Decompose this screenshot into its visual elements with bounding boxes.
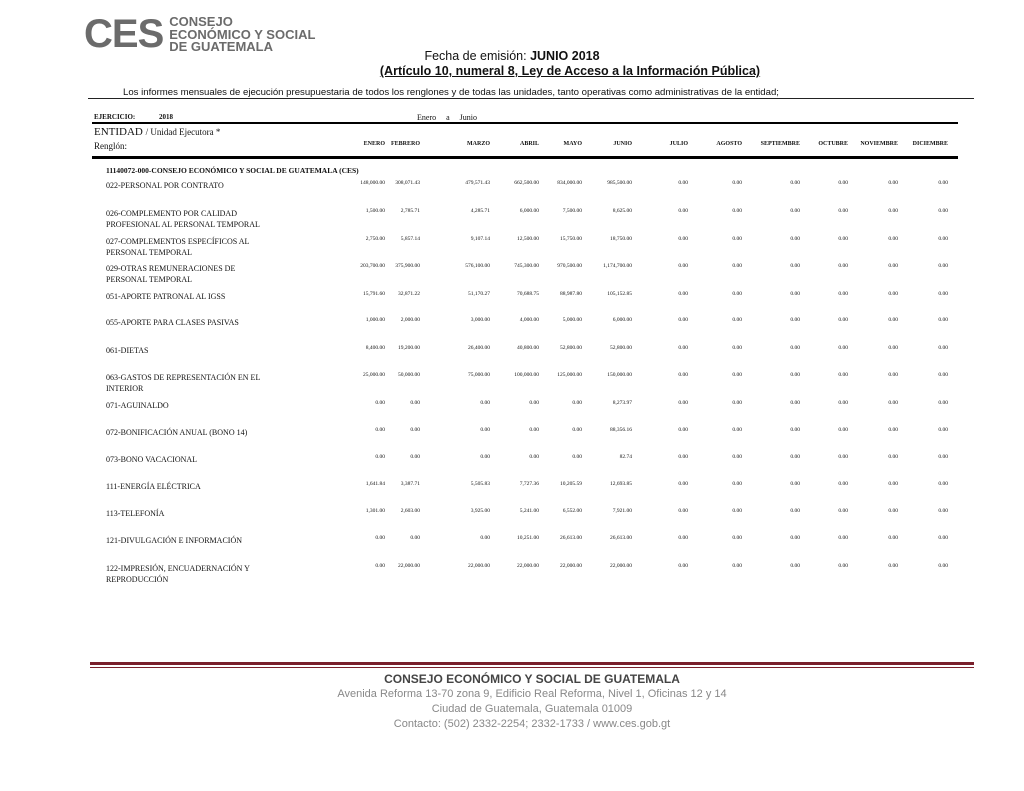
cell-value: 0.00 (790, 563, 800, 569)
cell-value: 2,750.00 (365, 236, 385, 242)
cell-value: 0.00 (938, 454, 948, 460)
ces-logo (84, 14, 315, 54)
cell-value: 4,000.00 (519, 317, 539, 323)
cell-value: 0.00 (678, 291, 688, 297)
cell-value: 1,000.00 (365, 317, 385, 323)
cell-value: 82.74 (619, 454, 632, 460)
table-row (92, 180, 958, 206)
cell-value: 0.00 (678, 317, 688, 323)
cell-value: 0.00 (938, 508, 948, 514)
cell-value: 0.00 (732, 400, 742, 406)
cell-value: 2,000.00 (400, 317, 420, 323)
cell-value: 0.00 (838, 508, 848, 514)
cell-value: 0.00 (678, 400, 688, 406)
table-row (92, 236, 958, 262)
cell-value: 0.00 (410, 535, 420, 541)
period-to: Junio (459, 113, 478, 122)
cell-value: 0.00 (572, 454, 582, 460)
cell-value: 26,400.00 (468, 345, 490, 351)
legal-article: (Artículo 10, numeral 8, Ley de Acceso a la Información Pública) (379, 64, 761, 78)
period (417, 113, 485, 122)
cell-value: 0.00 (480, 400, 490, 406)
logo-line: CONSEJO (169, 14, 233, 29)
cell-value: 2,785.71 (400, 208, 420, 214)
cell-value: 0.00 (480, 427, 490, 433)
cell-value: 576,100.00 (465, 263, 490, 269)
cell-value: 0.00 (480, 535, 490, 541)
cell-value: 100,000.00 (514, 372, 539, 378)
cell-value: 15,791.60 (363, 291, 385, 297)
cell-value: 0.00 (529, 427, 539, 433)
cell-value: 7,921.00 (612, 508, 632, 514)
cell-value: 662,500.00 (514, 180, 539, 186)
cell-value: 0.00 (375, 563, 385, 569)
cell-value: 0.00 (938, 563, 948, 569)
month-header: JULIO (669, 141, 688, 147)
cell-value: 6,552.00 (562, 508, 582, 514)
cell-value: 0.00 (888, 563, 898, 569)
footer-rule (90, 662, 974, 665)
cell-value: 5,241.00 (519, 508, 539, 514)
cell-value: 51,170.27 (468, 291, 490, 297)
renglon-name: 071-AGUINALDO (106, 401, 169, 410)
cell-value: 375,900.00 (395, 263, 420, 269)
cell-value: 105,152.85 (607, 291, 632, 297)
cell-value: 0.00 (678, 345, 688, 351)
cell-value: 2,603.00 (400, 508, 420, 514)
cell-value: 1,174,700.00 (603, 263, 632, 269)
emission-label: Fecha de emisión: (424, 49, 527, 63)
cell-value: 12,500.00 (517, 236, 539, 242)
cell-value: 15,750.00 (560, 236, 582, 242)
cell-value: 26,613.00 (560, 535, 582, 541)
cell-value: 7,500.00 (562, 208, 582, 214)
cell-value: 8,273.97 (612, 400, 632, 406)
month-header: ABRIL (519, 141, 539, 147)
renglon-name: 061-DIETAS (106, 346, 149, 355)
emission-date (0, 49, 1024, 63)
cell-value: 5,857.14 (400, 236, 420, 242)
cell-value: 5,505.83 (470, 481, 490, 487)
cell-value: 985,500.00 (607, 180, 632, 186)
cell-value: 8,625.00 (612, 208, 632, 214)
cell-value: 0.00 (888, 291, 898, 297)
cell-value: 0.00 (410, 400, 420, 406)
cell-value: 0.00 (888, 236, 898, 242)
logo-line: DE GUATEMALA (169, 39, 274, 54)
cell-value: 0.00 (888, 535, 898, 541)
cell-value: 203,700.00 (360, 263, 385, 269)
month-header: MARZO (467, 141, 490, 147)
renglon-name: 122-IMPRESIÓN, ENCUADERNACIÓN Y REPRODUCCIÓN (106, 564, 250, 584)
month-header: NOVIEMBRE (860, 141, 898, 147)
cell-value: 9,107.14 (470, 236, 490, 242)
cell-value: 0.00 (888, 208, 898, 214)
footer-title: CONSEJO ECONÓMICO Y SOCIAL DE GUATEMALA (384, 672, 680, 686)
cell-value: 0.00 (529, 454, 539, 460)
cell-value: 0.00 (732, 535, 742, 541)
cell-value: 0.00 (375, 454, 385, 460)
month-header: AGOSTO (716, 141, 742, 147)
cell-value: 6,000.00 (612, 317, 632, 323)
period-sep: a (446, 113, 450, 122)
cell-value: 0.00 (732, 345, 742, 351)
cell-value: 0.00 (838, 535, 848, 541)
cell-value: 50,000.00 (398, 372, 420, 378)
cell-value: 0.00 (888, 345, 898, 351)
cell-value: 308,071.43 (395, 180, 420, 186)
section-title: 11140072-000-CONSEJO ECONÓMICO Y SOCIAL DE GUATEMALA (CES) (106, 166, 359, 175)
month-header: SEPTIEMBRE (760, 141, 800, 147)
cell-value: 3,000.00 (470, 317, 490, 323)
cell-value: 5,000.00 (562, 317, 582, 323)
renglon-name: 072-BONIFICACIÓN ANUAL (BONO 14) (106, 428, 248, 437)
cell-value: 0.00 (732, 563, 742, 569)
table-row (92, 372, 958, 398)
renglon-name: 026-COMPLEMENTO POR CALIDAD PROFESIONAL AL PERSONAL TEMPORAL (106, 209, 260, 229)
cell-value: 0.00 (678, 236, 688, 242)
cell-value: 0.00 (678, 180, 688, 186)
cell-value: 12,693.85 (610, 481, 632, 487)
month-header: JUNIO (613, 141, 632, 147)
cell-value: 0.00 (410, 427, 420, 433)
cell-value: 0.00 (732, 263, 742, 269)
renglon-name: 027-COMPLEMENTOS ESPECÍFICOS AL PERSONAL TEMPORAL (106, 237, 250, 257)
divider (88, 98, 974, 99)
cell-value: 0.00 (790, 208, 800, 214)
cell-value: 150,000.00 (607, 372, 632, 378)
cell-value: 18,750.00 (610, 236, 632, 242)
cell-value: 19,200.00 (398, 345, 420, 351)
cell-value: 0.00 (678, 481, 688, 487)
cell-value: 970,500.00 (557, 263, 582, 269)
cell-value: 0.00 (790, 400, 800, 406)
cell-value: 745,300.00 (514, 263, 539, 269)
entity-label: ENTIDAD (94, 126, 143, 138)
cell-value: 10,205.59 (560, 481, 582, 487)
renglon-name: 022-PERSONAL POR CONTRATO (106, 181, 224, 190)
cell-value: 0.00 (678, 508, 688, 514)
cell-value: 148,000.00 (360, 180, 385, 186)
table-row (92, 345, 958, 371)
cell-value: 22,000.00 (610, 563, 632, 569)
table-row (92, 481, 958, 507)
ejercicio (94, 113, 173, 121)
cell-value: 0.00 (790, 427, 800, 433)
ejercicio-value: 2018 (158, 113, 173, 121)
cell-value: 0.00 (888, 508, 898, 514)
renglon-name: 113-TELEFONÍA (106, 509, 165, 518)
cell-value: 125,000.00 (557, 372, 582, 378)
month-header: MAYO (563, 141, 582, 147)
cell-value: 834,000.00 (557, 180, 582, 186)
renglon-name: 073-BONO VACACIONAL (106, 455, 198, 464)
entity-sub: / Unidad Ejecutora * (145, 127, 221, 137)
table-rule (92, 122, 958, 124)
renglon-label: Renglón: (94, 141, 127, 151)
cell-value: 0.00 (838, 563, 848, 569)
cell-value: 0.00 (678, 208, 688, 214)
emission-value: JUNIO 2018 (530, 49, 600, 63)
cell-value: 0.00 (678, 454, 688, 460)
footer-address: Avenida Reforma 13-70 zona 9, Edificio Real Reforma, Nivel 1, Oficinas 12 y 14 (337, 688, 727, 700)
cell-value: 0.00 (888, 263, 898, 269)
renglon-name: 121-DIVULGACIÓN E INFORMACIÓN (106, 536, 242, 545)
cell-value: 0.00 (732, 372, 742, 378)
month-header: ENERO (363, 141, 385, 147)
renglon-name: 063-GASTOS DE REPRESENTACIÓN EN EL INTERIOR (106, 373, 261, 393)
cell-value: 0.00 (572, 400, 582, 406)
table-row (92, 427, 958, 453)
table-rule (92, 156, 958, 159)
month-header: OCTUBRE (818, 141, 848, 147)
cell-value: 0.00 (678, 263, 688, 269)
cell-value: 0.00 (529, 400, 539, 406)
ejercicio-label: EJERCICIO: (94, 113, 136, 121)
table-row (92, 454, 958, 480)
cell-value: 479,571.43 (465, 180, 490, 186)
cell-value: 0.00 (838, 263, 848, 269)
cell-value: 0.00 (938, 208, 948, 214)
cell-value: 52,800.00 (560, 345, 582, 351)
cell-value: 0.00 (732, 236, 742, 242)
cell-value: 0.00 (938, 372, 948, 378)
cell-value: 0.00 (790, 372, 800, 378)
cell-value: 0.00 (838, 180, 848, 186)
cell-value: 22,000.00 (517, 563, 539, 569)
cell-value: 0.00 (838, 345, 848, 351)
table-row (92, 535, 958, 561)
cell-value: 0.00 (888, 400, 898, 406)
cell-value: 0.00 (888, 317, 898, 323)
footer-contact: Contacto: (502) 2332-2254; 2332-1733 / www.ces.gob.gt (393, 718, 671, 730)
cell-value: 0.00 (375, 427, 385, 433)
cell-value: 0.00 (888, 454, 898, 460)
cell-value: 3,925.00 (470, 508, 490, 514)
cell-value: 0.00 (732, 208, 742, 214)
cell-value: 0.00 (838, 454, 848, 460)
cell-value: 10,251.00 (517, 535, 539, 541)
table-row (92, 263, 958, 289)
table-row (92, 563, 958, 589)
entity-heading (94, 126, 220, 138)
cell-value: 70,688.75 (517, 291, 539, 297)
cell-value: 0.00 (732, 427, 742, 433)
table-row (92, 317, 958, 343)
cell-value: 0.00 (375, 400, 385, 406)
cell-value: 40,800.00 (517, 345, 539, 351)
cell-value: 0.00 (790, 481, 800, 487)
cell-value: 32,871.22 (398, 291, 420, 297)
cell-value: 0.00 (838, 427, 848, 433)
month-header: DICIEMBRE (912, 141, 948, 147)
cell-value: 22,000.00 (560, 563, 582, 569)
cell-value: 0.00 (790, 508, 800, 514)
cell-value: 0.00 (678, 372, 688, 378)
cell-value: 0.00 (732, 481, 742, 487)
cell-value: 22,000.00 (468, 563, 490, 569)
cell-value: 7,727.36 (519, 481, 539, 487)
cell-value: 0.00 (790, 317, 800, 323)
cell-value: 0.00 (790, 263, 800, 269)
table-row (92, 400, 958, 426)
cell-value: 1,500.00 (365, 208, 385, 214)
cell-value: 0.00 (678, 563, 688, 569)
table-row (92, 508, 958, 534)
cell-value: 26,613.00 (610, 535, 632, 541)
cell-value: 0.00 (838, 317, 848, 323)
renglon-name: 029-OTRAS REMUNERACIONES DE PERSONAL TEMPORAL (106, 264, 236, 284)
period-from: Enero (417, 113, 437, 122)
cell-value: 25,000.00 (363, 372, 385, 378)
month-header: FEBRERO (390, 141, 420, 147)
cell-value: 88,987.80 (560, 291, 582, 297)
cell-value: 0.00 (790, 291, 800, 297)
cell-value: 0.00 (938, 317, 948, 323)
cell-value: 0.00 (410, 454, 420, 460)
cell-value: 0.00 (838, 400, 848, 406)
renglon-name: 051-APORTE PATRONAL AL IGSS (106, 292, 226, 301)
cell-value: 0.00 (790, 236, 800, 242)
cell-value: 0.00 (838, 236, 848, 242)
table-row (92, 208, 958, 234)
cell-value: 0.00 (938, 236, 948, 242)
cell-value: 0.00 (938, 427, 948, 433)
cell-value: 0.00 (678, 535, 688, 541)
logo-text (169, 16, 315, 54)
cell-value: 0.00 (938, 345, 948, 351)
logo-mark: CES (84, 12, 164, 56)
cell-value: 0.00 (938, 291, 948, 297)
cell-value: 0.00 (790, 535, 800, 541)
cell-value: 88,356.16 (610, 427, 632, 433)
cell-value: 0.00 (790, 345, 800, 351)
cell-value: 52,800.00 (610, 345, 632, 351)
cell-value: 0.00 (838, 208, 848, 214)
cell-value: 0.00 (888, 372, 898, 378)
logo-line: ECONÓMICO Y SOCIAL (169, 26, 316, 42)
cell-value: 0.00 (790, 180, 800, 186)
intro-text: Los informes mensuales de ejecución presupuestaria de todos los renglones y de todas las unidades, tanto operativas como administrativas de la entidad; (123, 87, 779, 98)
cell-value: 75,000.00 (468, 372, 490, 378)
footer-rule (90, 667, 974, 668)
cell-value: 0.00 (732, 317, 742, 323)
cell-value: 0.00 (732, 508, 742, 514)
cell-value: 0.00 (375, 535, 385, 541)
cell-value: 0.00 (838, 291, 848, 297)
cell-value: 1,641.84 (365, 481, 385, 487)
cell-value: 0.00 (838, 481, 848, 487)
footer-city: Ciudad de Guatemala, Guatemala 01009 (431, 703, 633, 715)
cell-value: 0.00 (938, 180, 948, 186)
cell-value: 0.00 (732, 180, 742, 186)
cell-value: 0.00 (480, 454, 490, 460)
cell-value: 0.00 (838, 372, 848, 378)
cell-value: 0.00 (938, 481, 948, 487)
cell-value: 0.00 (888, 481, 898, 487)
cell-value: 6,000.00 (519, 208, 539, 214)
cell-value: 0.00 (888, 180, 898, 186)
cell-value: 4,285.71 (470, 208, 490, 214)
cell-value: 0.00 (790, 454, 800, 460)
cell-value: 0.00 (938, 263, 948, 269)
renglon-name: 111-ENERGÍA ELÉCTRICA (106, 482, 201, 491)
cell-value: 0.00 (732, 291, 742, 297)
cell-value: 22,000.00 (398, 563, 420, 569)
table-row (92, 291, 958, 317)
cell-value: 0.00 (938, 400, 948, 406)
cell-value: 8,400.00 (365, 345, 385, 351)
renglon-name: 055-APORTE PARA CLASES PASIVAS (106, 318, 239, 327)
cell-value: 1,301.00 (365, 508, 385, 514)
cell-value: 0.00 (938, 535, 948, 541)
cell-value: 0.00 (678, 427, 688, 433)
cell-value: 3,387.71 (400, 481, 420, 487)
cell-value: 0.00 (732, 454, 742, 460)
cell-value: 0.00 (888, 427, 898, 433)
cell-value: 0.00 (572, 427, 582, 433)
